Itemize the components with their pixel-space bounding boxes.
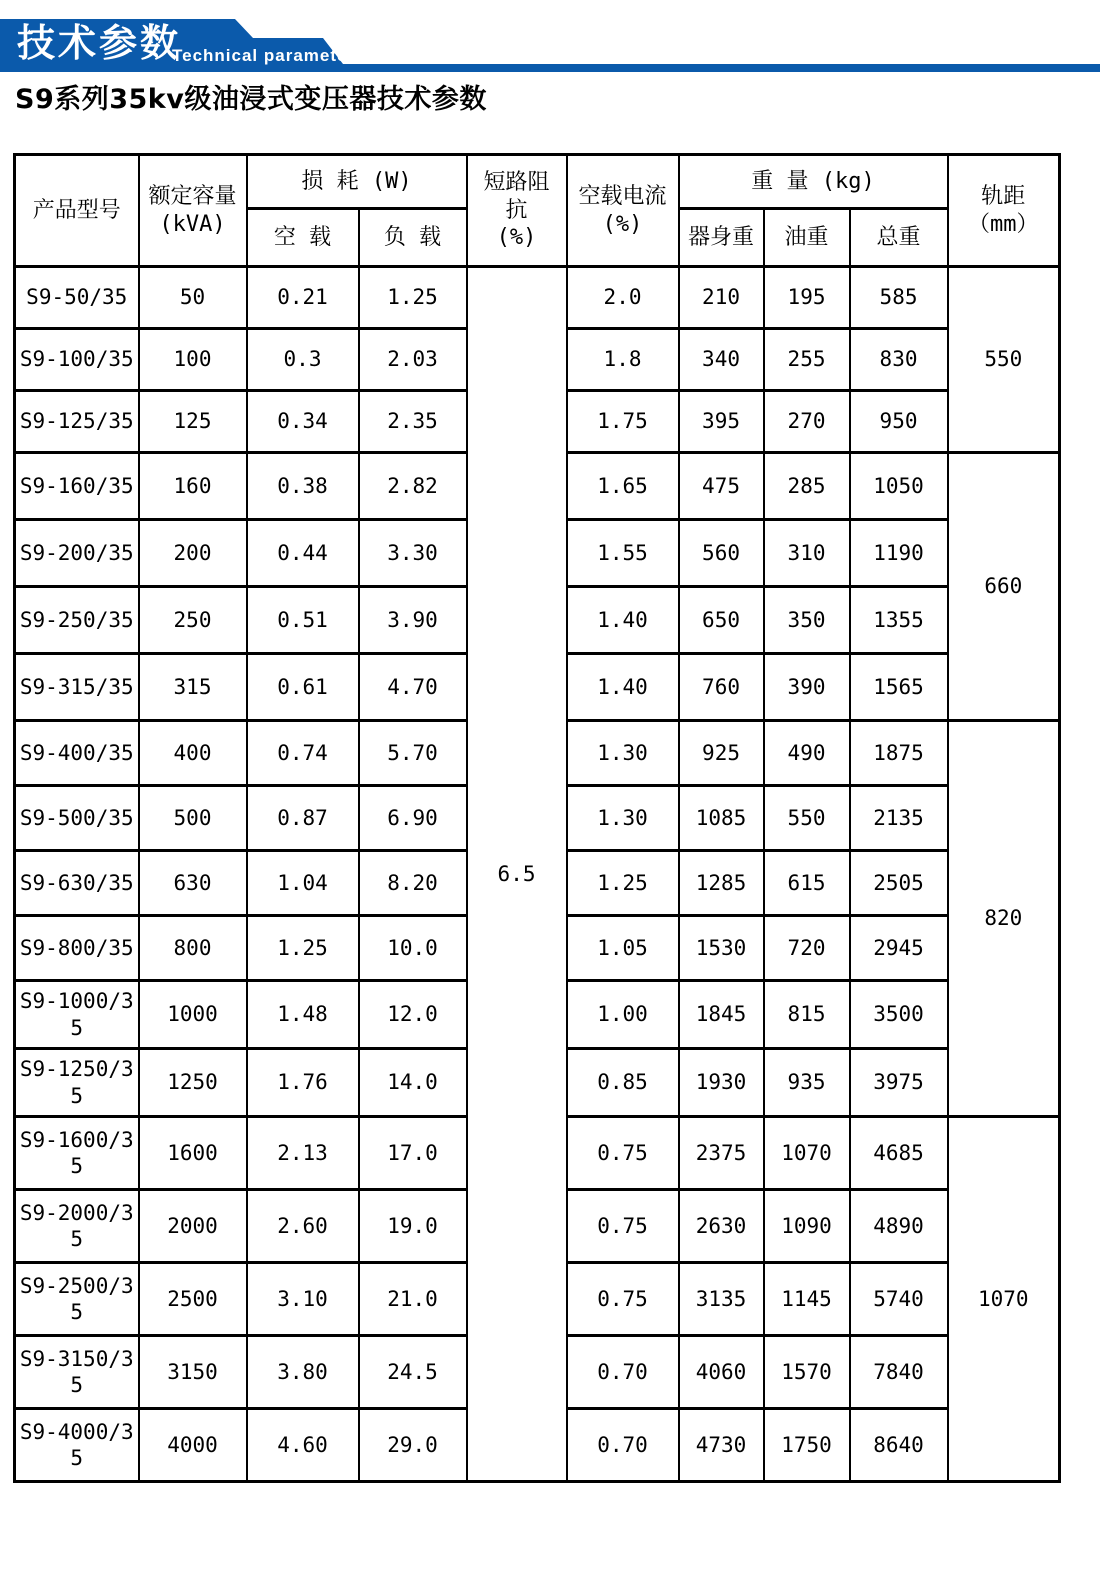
current-cell: 1.05 [567, 916, 679, 981]
page-title: S9系列35kv级油浸式变压器技术参数 [15, 84, 487, 115]
capacity-cell: 400 [139, 721, 247, 786]
no-load-loss-cell: 0.21 [247, 267, 359, 329]
model-cell: S9-160/35 [15, 453, 139, 520]
oil-weight-cell: 310 [764, 520, 850, 587]
current-cell: 0.85 [567, 1049, 679, 1117]
banner-title-en: Technical parameter [172, 46, 356, 65]
header-weight-group: 重 量 (kg) [679, 155, 948, 209]
total-weight-cell: 3500 [850, 981, 948, 1049]
no-load-loss-cell: 1.04 [247, 851, 359, 916]
current-cell: 1.65 [567, 453, 679, 520]
gauge-cell: 550 [948, 267, 1060, 453]
load-loss-cell: 8.20 [359, 851, 467, 916]
total-weight-cell: 4685 [850, 1117, 948, 1190]
body-weight-cell: 1845 [679, 981, 764, 1049]
capacity-cell: 160 [139, 453, 247, 520]
model-cell: S9-500/35 [15, 786, 139, 851]
no-load-loss-cell: 0.38 [247, 453, 359, 520]
model-cell: S9-800/35 [15, 916, 139, 981]
current-cell: 1.30 [567, 721, 679, 786]
no-load-loss-cell: 0.3 [247, 329, 359, 391]
capacity-cell: 800 [139, 916, 247, 981]
table-row [15, 267, 1060, 329]
current-cell: 1.75 [567, 391, 679, 453]
capacity-cell: 500 [139, 786, 247, 851]
total-weight-cell: 950 [850, 391, 948, 453]
banner-title-cn: 技术参数 [17, 21, 182, 65]
load-loss-cell: 3.30 [359, 520, 467, 587]
oil-weight-cell: 1750 [764, 1409, 850, 1482]
total-weight-cell: 1565 [850, 654, 948, 721]
total-weight-cell: 1190 [850, 520, 948, 587]
total-weight-cell: 5740 [850, 1263, 948, 1336]
total-weight-cell: 830 [850, 329, 948, 391]
current-cell: 1.40 [567, 654, 679, 721]
oil-weight-cell: 195 [764, 267, 850, 329]
total-weight-cell: 2945 [850, 916, 948, 981]
model-cell: S9-100/35 [15, 329, 139, 391]
oil-weight-cell: 490 [764, 721, 850, 786]
oil-weight-cell: 350 [764, 587, 850, 654]
model-cell: S9-630/35 [15, 851, 139, 916]
no-load-loss-cell: 3.10 [247, 1263, 359, 1336]
parameters-table [13, 153, 1061, 1483]
model-cell: S9-2500/35 [15, 1263, 139, 1336]
oil-weight-cell: 815 [764, 981, 850, 1049]
no-load-loss-cell: 0.74 [247, 721, 359, 786]
oil-weight-cell: 1070 [764, 1117, 850, 1190]
impedance-cell: 6.5 [467, 267, 567, 1482]
body-weight-cell: 2375 [679, 1117, 764, 1190]
table-header [15, 155, 1060, 267]
body-weight-cell: 2630 [679, 1190, 764, 1263]
capacity-cell: 4000 [139, 1409, 247, 1482]
current-cell: 0.70 [567, 1336, 679, 1409]
no-load-loss-cell: 0.87 [247, 786, 359, 851]
total-weight-cell: 585 [850, 267, 948, 329]
body-weight-cell: 1930 [679, 1049, 764, 1117]
model-cell: S9-250/35 [15, 587, 139, 654]
no-load-loss-cell: 2.60 [247, 1190, 359, 1263]
header-on-load-loss: 负 载 [359, 209, 467, 267]
header-gauge: 轨距 （mm） [948, 155, 1060, 267]
header-product-model: 产品型号 [15, 155, 139, 267]
no-load-loss-cell: 0.61 [247, 654, 359, 721]
header-row-1 [15, 155, 1060, 209]
model-cell: S9-4000/35 [15, 1409, 139, 1482]
no-load-loss-cell: 0.34 [247, 391, 359, 453]
oil-weight-cell: 615 [764, 851, 850, 916]
no-load-loss-cell: 1.25 [247, 916, 359, 981]
load-loss-cell: 14.0 [359, 1049, 467, 1117]
load-loss-cell: 24.5 [359, 1336, 467, 1409]
capacity-cell: 3150 [139, 1336, 247, 1409]
load-loss-cell: 3.90 [359, 587, 467, 654]
total-weight-cell: 2135 [850, 786, 948, 851]
no-load-loss-cell: 0.44 [247, 520, 359, 587]
load-loss-cell: 12.0 [359, 981, 467, 1049]
current-cell: 0.75 [567, 1190, 679, 1263]
current-cell: 1.25 [567, 851, 679, 916]
load-loss-cell: 6.90 [359, 786, 467, 851]
current-cell: 0.75 [567, 1117, 679, 1190]
load-loss-cell: 4.70 [359, 654, 467, 721]
header-no-load-loss: 空 载 [247, 209, 359, 267]
header-body-weight: 器身重 [679, 209, 764, 267]
oil-weight-cell: 1145 [764, 1263, 850, 1336]
total-weight-cell: 1875 [850, 721, 948, 786]
total-weight-cell: 1355 [850, 587, 948, 654]
header-total-weight: 总重 [850, 209, 948, 267]
gauge-cell: 820 [948, 721, 1060, 1117]
header-short-circuit-impedance: 短路阻 抗 (%) [467, 155, 567, 267]
total-weight-cell: 3975 [850, 1049, 948, 1117]
current-cell: 2.0 [567, 267, 679, 329]
load-loss-cell: 2.35 [359, 391, 467, 453]
load-loss-cell: 2.82 [359, 453, 467, 520]
oil-weight-cell: 935 [764, 1049, 850, 1117]
gauge-cell: 660 [948, 453, 1060, 721]
model-cell: S9-1600/35 [15, 1117, 139, 1190]
total-weight-cell: 8640 [850, 1409, 948, 1482]
oil-weight-cell: 255 [764, 329, 850, 391]
load-loss-cell: 1.25 [359, 267, 467, 329]
body-weight-cell: 760 [679, 654, 764, 721]
load-loss-cell: 2.03 [359, 329, 467, 391]
capacity-cell: 315 [139, 654, 247, 721]
model-cell: S9-50/35 [15, 267, 139, 329]
body-weight-cell: 475 [679, 453, 764, 520]
capacity-cell: 250 [139, 587, 247, 654]
body-weight-cell: 925 [679, 721, 764, 786]
oil-weight-cell: 720 [764, 916, 850, 981]
no-load-loss-cell: 3.80 [247, 1336, 359, 1409]
banner [0, 0, 1100, 80]
current-cell: 1.8 [567, 329, 679, 391]
current-cell: 1.30 [567, 786, 679, 851]
body-weight-cell: 1285 [679, 851, 764, 916]
load-loss-cell: 29.0 [359, 1409, 467, 1482]
current-cell: 1.55 [567, 520, 679, 587]
model-cell: S9-2000/35 [15, 1190, 139, 1263]
oil-weight-cell: 550 [764, 786, 850, 851]
model-cell: S9-200/35 [15, 520, 139, 587]
load-loss-cell: 10.0 [359, 916, 467, 981]
current-cell: 1.00 [567, 981, 679, 1049]
oil-weight-cell: 390 [764, 654, 850, 721]
current-cell: 0.70 [567, 1409, 679, 1482]
capacity-cell: 1250 [139, 1049, 247, 1117]
load-loss-cell: 21.0 [359, 1263, 467, 1336]
model-cell: S9-1250/35 [15, 1049, 139, 1117]
capacity-cell: 125 [139, 391, 247, 453]
model-cell: S9-315/35 [15, 654, 139, 721]
total-weight-cell: 2505 [850, 851, 948, 916]
no-load-loss-cell: 1.48 [247, 981, 359, 1049]
total-weight-cell: 7840 [850, 1336, 948, 1409]
header-loss-group: 损 耗 (W) [247, 155, 467, 209]
no-load-loss-cell: 2.13 [247, 1117, 359, 1190]
model-cell: S9-1000/35 [15, 981, 139, 1049]
no-load-loss-cell: 1.76 [247, 1049, 359, 1117]
capacity-cell: 100 [139, 329, 247, 391]
oil-weight-cell: 285 [764, 453, 850, 520]
body-weight-cell: 1085 [679, 786, 764, 851]
body-weight-cell: 340 [679, 329, 764, 391]
oil-weight-cell: 270 [764, 391, 850, 453]
body-weight-cell: 1530 [679, 916, 764, 981]
total-weight-cell: 1050 [850, 453, 948, 520]
current-cell: 0.75 [567, 1263, 679, 1336]
body-weight-cell: 4730 [679, 1409, 764, 1482]
header-no-load-current: 空载电流 (%) [567, 155, 679, 267]
capacity-cell: 2500 [139, 1263, 247, 1336]
total-weight-cell: 4890 [850, 1190, 948, 1263]
body-weight-cell: 3135 [679, 1263, 764, 1336]
capacity-cell: 1600 [139, 1117, 247, 1190]
table-body [15, 267, 1060, 1482]
header-oil-weight: 油重 [764, 209, 850, 267]
model-cell: S9-3150/35 [15, 1336, 139, 1409]
current-cell: 1.40 [567, 587, 679, 654]
body-weight-cell: 4060 [679, 1336, 764, 1409]
body-weight-cell: 210 [679, 267, 764, 329]
capacity-cell: 2000 [139, 1190, 247, 1263]
no-load-loss-cell: 0.51 [247, 587, 359, 654]
header-rated-capacity: 额定容量 (kVA) [139, 155, 247, 267]
model-cell: S9-400/35 [15, 721, 139, 786]
model-cell: S9-125/35 [15, 391, 139, 453]
capacity-cell: 50 [139, 267, 247, 329]
capacity-cell: 630 [139, 851, 247, 916]
body-weight-cell: 650 [679, 587, 764, 654]
body-weight-cell: 395 [679, 391, 764, 453]
capacity-cell: 200 [139, 520, 247, 587]
body-weight-cell: 560 [679, 520, 764, 587]
load-loss-cell: 19.0 [359, 1190, 467, 1263]
gauge-cell: 1070 [948, 1117, 1060, 1482]
oil-weight-cell: 1570 [764, 1336, 850, 1409]
oil-weight-cell: 1090 [764, 1190, 850, 1263]
capacity-cell: 1000 [139, 981, 247, 1049]
load-loss-cell: 17.0 [359, 1117, 467, 1190]
no-load-loss-cell: 4.60 [247, 1409, 359, 1482]
load-loss-cell: 5.70 [359, 721, 467, 786]
